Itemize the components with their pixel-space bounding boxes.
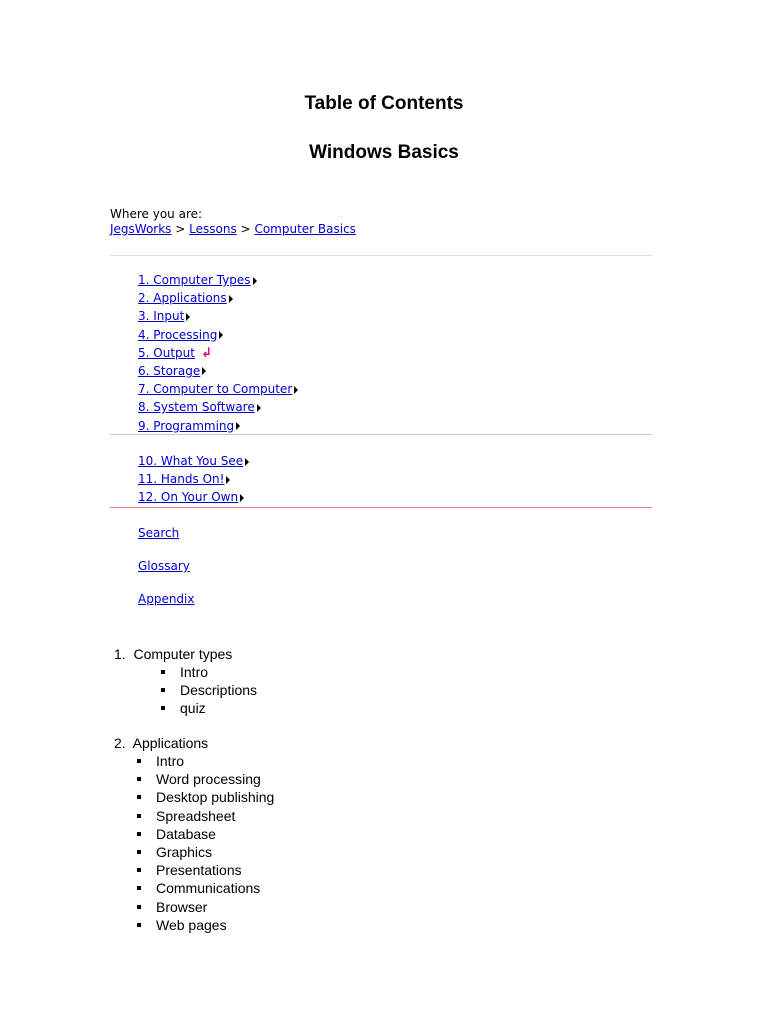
- appendix-link[interactable]: Appendix: [138, 592, 195, 606]
- nav-item: [138, 344, 298, 362]
- list-item: Presentations: [134, 861, 274, 879]
- search-link[interactable]: Search: [138, 526, 180, 540]
- breadcrumb-intro: Where you are:: [110, 207, 203, 221]
- bullet-icon: [161, 688, 165, 692]
- right-arrow-icon: [240, 494, 244, 502]
- bullet-icon: [137, 923, 141, 927]
- list-item: Communications: [134, 879, 274, 897]
- right-arrow-icon: [226, 476, 230, 484]
- nav-link-computer-types[interactable]: 1. Computer Types: [138, 273, 251, 287]
- list-item: Word processing: [134, 770, 274, 788]
- list-item: Browser: [134, 898, 274, 916]
- glossary-link[interactable]: Glossary: [138, 559, 190, 573]
- right-arrow-icon: [202, 367, 206, 375]
- nav-link-input[interactable]: 3. Input: [138, 309, 185, 324]
- outline-sublist: [158, 663, 257, 718]
- down-arrow-icon: ↲: [200, 345, 212, 361]
- nav-item: [138, 488, 249, 506]
- breadcrumb-link-jegsworks[interactable]: JegsWorks: [110, 222, 172, 236]
- nav-link-processing[interactable]: 4. Processing: [138, 327, 218, 342]
- outline-heading: 1. Computer types: [114, 646, 233, 662]
- list-item: Database: [134, 825, 274, 843]
- lesson-nav: [138, 271, 298, 435]
- nav-item: [138, 289, 298, 307]
- bullet-icon: [137, 905, 141, 909]
- nav-item: [138, 417, 298, 435]
- list-item: Desktop publishing: [134, 788, 274, 806]
- nav-link-applications[interactable]: 2. Applications: [138, 291, 227, 306]
- breadcrumb-link-computer-basics[interactable]: Computer Basics: [254, 222, 356, 236]
- project-nav: [138, 452, 249, 507]
- right-arrow-icon: [236, 422, 240, 430]
- bullet-icon: [137, 886, 141, 890]
- bullet-icon: [137, 868, 141, 872]
- page-subtitle: Windows Basics: [309, 142, 459, 163]
- right-arrow-icon: [219, 331, 223, 339]
- nav-item: [138, 380, 298, 398]
- divider: [110, 507, 652, 508]
- nav-item: [138, 307, 298, 325]
- divider: [110, 255, 652, 256]
- outline-sublist: [134, 752, 274, 934]
- bullet-icon: [137, 814, 141, 818]
- bullet-icon: [137, 777, 141, 781]
- right-arrow-icon: [229, 295, 233, 303]
- list-item: Web pages: [134, 916, 274, 934]
- list-item: quiz: [158, 699, 257, 717]
- outline-heading: 2. Applications: [114, 735, 209, 751]
- breadcrumb: [110, 207, 356, 237]
- nav-link-storage[interactable]: 6. Storage: [138, 363, 201, 378]
- nav-link-system-software[interactable]: 8. System Software: [138, 400, 255, 415]
- breadcrumb-separator: >: [240, 222, 251, 236]
- nav-link-computer-to-computer[interactable]: 7. Computer to Computer: [138, 382, 293, 397]
- divider: [110, 434, 652, 435]
- nav-item: [138, 470, 249, 488]
- nav-link-programming[interactable]: 9. Programming: [138, 418, 235, 433]
- list-item: Graphics: [134, 843, 274, 861]
- bullet-icon: [137, 832, 141, 836]
- list-item: Intro: [158, 663, 257, 681]
- nav-link-what-you-see[interactable]: 10. What You See: [138, 454, 244, 468]
- right-arrow-icon: [294, 386, 298, 394]
- nav-link-output[interactable]: 5. Output: [138, 345, 195, 360]
- bullet-icon: [137, 850, 141, 854]
- nav-item: [138, 362, 298, 380]
- nav-item: [138, 398, 298, 416]
- right-arrow-icon: [186, 313, 190, 321]
- nav-link-on-your-own[interactable]: 12. On Your Own: [138, 490, 239, 505]
- list-item: Intro: [134, 752, 274, 770]
- bullet-icon: [137, 759, 141, 763]
- bullet-icon: [161, 670, 165, 674]
- right-arrow-icon: [245, 458, 249, 466]
- nav-link-hands-on[interactable]: 11. Hands On!: [138, 472, 225, 487]
- outline-section: [114, 645, 257, 718]
- nav-item: [138, 326, 298, 344]
- outline-section: [114, 734, 274, 934]
- breadcrumb-separator: >: [175, 222, 186, 236]
- bullet-icon: [161, 706, 165, 710]
- right-arrow-icon: [253, 277, 257, 285]
- list-item: Spreadsheet: [134, 807, 274, 825]
- nav-item: [138, 271, 298, 289]
- list-item: Descriptions: [158, 681, 257, 699]
- right-arrow-icon: [257, 404, 261, 412]
- bullet-icon: [137, 795, 141, 799]
- page-title: Table of Contents: [304, 93, 464, 114]
- nav-item: [138, 452, 249, 470]
- breadcrumb-link-lessons[interactable]: Lessons: [189, 222, 237, 236]
